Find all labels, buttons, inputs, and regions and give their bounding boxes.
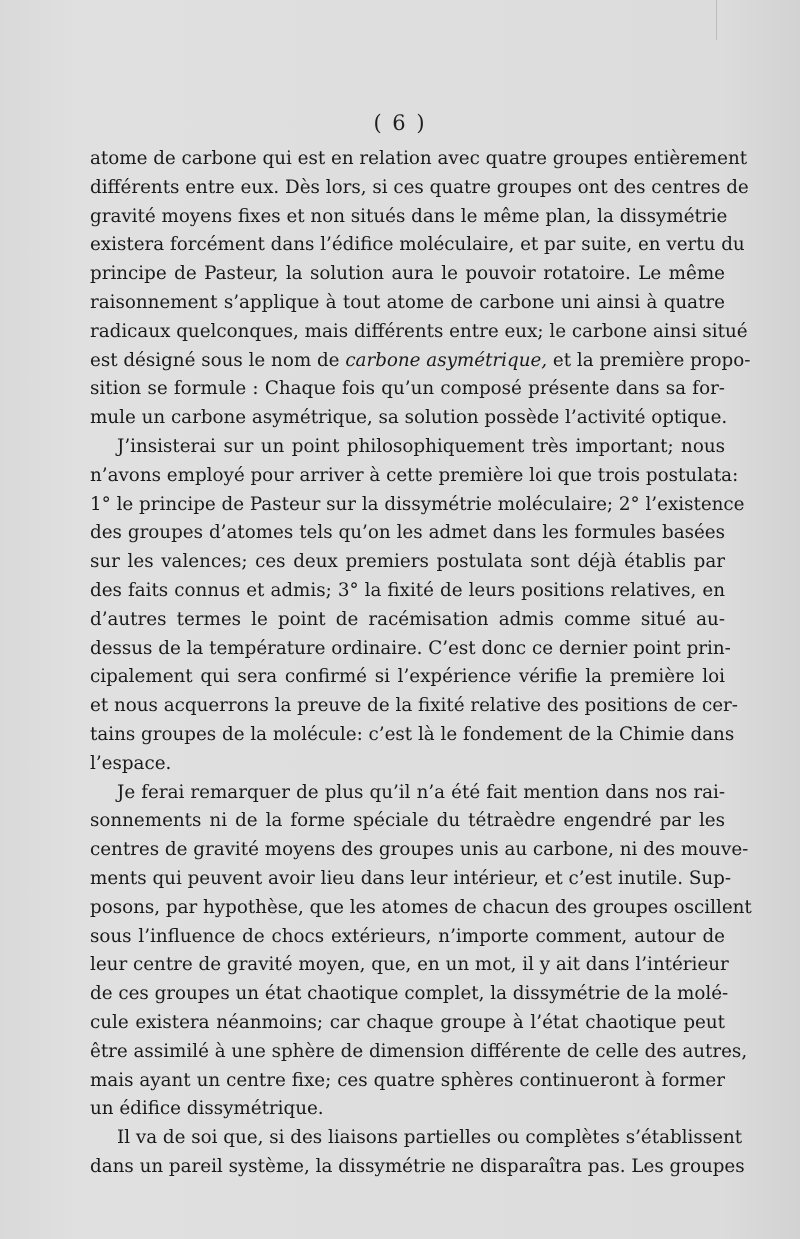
text-line: ments qui peuvent avoir lieu dans leur intérieur, et c’est inutile. Sup- xyxy=(90,867,732,889)
text-line: Il va de soi que, si des liaisons partielles ou complètes s’établissent xyxy=(117,1127,743,1149)
text-line: leur centre de gravité moyen, que, en un mot, il y ait dans l’intérieur xyxy=(90,954,729,976)
text-line: d’autres termes le point de racémisation admis comme situé au- xyxy=(90,608,725,630)
text-line: sur les valences; ces deux premiers postulata sont déjà établis par xyxy=(90,551,725,573)
text-line: raisonnement s’applique à tout atome de carbone uni ainsi à quatre xyxy=(90,291,725,313)
text-line: sous l’influence de chocs extérieurs, n’importe comment, autour de xyxy=(90,925,725,947)
text-line: des groupes d’atomes tels qu’on les admet dans les formules basées xyxy=(90,522,725,544)
text-line: dans un pareil système, la dissymétrie ne disparaîtra pas. Les groupes xyxy=(90,1155,745,1177)
text-line: centres de gravité moyens des groupes unis au carbone, ni des mouve- xyxy=(90,839,749,861)
text-line: de ces groupes un état chaotique complet, la dissymétrie de la molé- xyxy=(90,983,729,1005)
text-line: sonnements ni de la forme spéciale du tétraèdre engendré par les xyxy=(90,810,725,832)
text-line: cipalement qui sera confirmé si l’expérience vérifie la première loi xyxy=(90,666,725,688)
text-line: radicaux quelconques, mais différents entre eux; le carbone ainsi situé xyxy=(90,320,748,342)
italic-term: carbone asymétrique, xyxy=(345,349,548,371)
text-segment: est désigné sous le nom de xyxy=(90,349,346,371)
text-line: mais ayant un centre fixe; ces quatre sphères continueront à former xyxy=(90,1069,725,1091)
body-text xyxy=(90,145,752,1182)
page-crease xyxy=(716,0,717,40)
text-line: et nous acquerrons la preuve de la fixité relative des positions de cer- xyxy=(90,695,738,717)
text-line: tains groupes de la molécule: c’est là le fondement de la Chimie dans xyxy=(90,723,735,745)
text-line: posons, par hypothèse, que les atomes de chacun des groupes oscillent xyxy=(90,896,752,918)
text-line: J’insisterai sur un point philosophiquement très important; nous xyxy=(117,435,725,457)
text-line: différents entre eux. Dès lors, si ces quatre groupes ont des centres de xyxy=(90,176,749,198)
text-line xyxy=(90,347,751,376)
text-line: dessus de la température ordinaire. C’est donc ce dernier point prin- xyxy=(90,637,731,659)
text-line: un édifice dissymétrique. xyxy=(90,1098,324,1120)
text-line: l’espace. xyxy=(90,752,172,774)
text-line: 1° le principe de Pasteur sur la dissymétrie moléculaire; 2° l’existence xyxy=(90,493,745,515)
page-number: ( 6 ) xyxy=(373,111,427,135)
text-line: atome de carbone qui est en relation avec quatre groupes entièrement xyxy=(90,148,748,169)
text-line: n’avons employé pour arriver à cette première loi que trois postulata: xyxy=(90,464,739,486)
text-line: gravité moyens fixes et non situés dans le même plan, la dissymétrie xyxy=(90,205,728,227)
text-line: des faits connus et admis; 3° la fixité de leurs positions relatives, en xyxy=(90,579,725,601)
text-segment: et la première propo- xyxy=(547,349,751,371)
text-line: sition se formule : Chaque fois qu’un composé présente dans sa for- xyxy=(90,378,725,400)
text-line: être assimilé à une sphère de dimension différente de celle des autres, xyxy=(90,1040,748,1062)
text-line: existera forcément dans l’édifice moléculaire, et par suite, en vertu du xyxy=(90,234,745,256)
text-line: mule un carbone asymétrique, sa solution possède l’activité optique. xyxy=(90,407,728,429)
text-line: Je ferai remarquer de plus qu’il n’a été fait mention dans nos rai- xyxy=(117,781,725,803)
text-line: cule existera néanmoins; car chaque groupe à l’état chaotique peut xyxy=(90,1011,725,1033)
text-line: principe de Pasteur, la solution aura le pouvoir rotatoire. Le même xyxy=(90,263,725,285)
